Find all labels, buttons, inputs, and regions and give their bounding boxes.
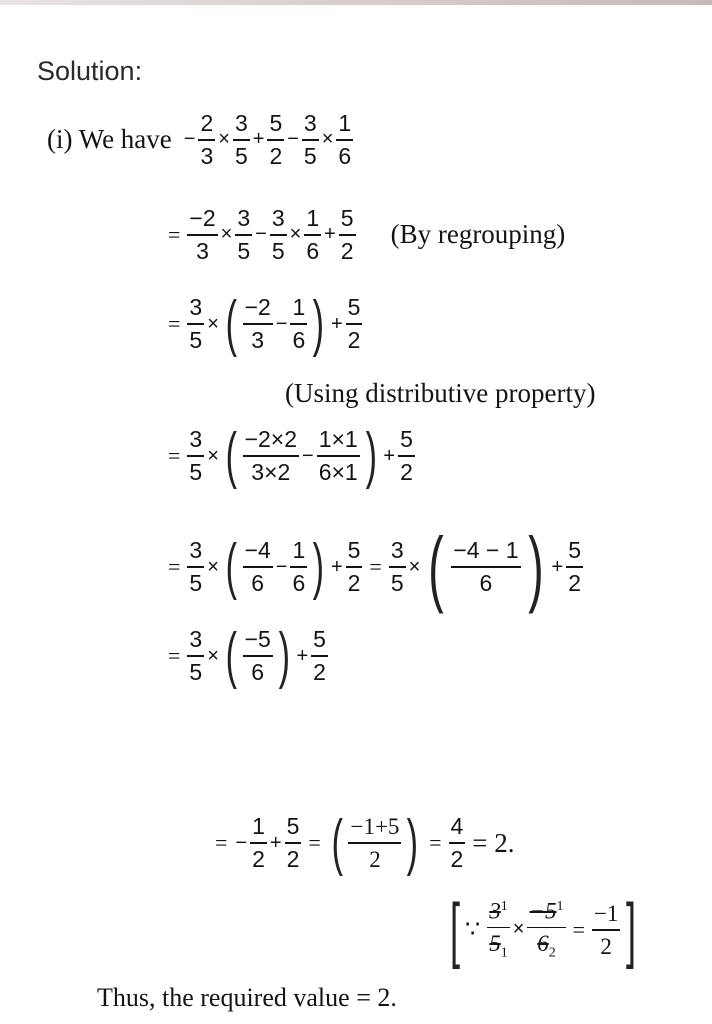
regrouping-step: = $\frac{-2}{3}$ × $\frac{3}{5}$ − $\frac{3}{5}$ × $\frac{1}{6}$ + $\frac{5}{2}$ (By regrouping) xyxy=(168,205,566,264)
fraction: $\frac{1}{6}$ xyxy=(306,205,320,264)
fraction: $\frac{3}{5}$ xyxy=(189,626,203,685)
top-bar xyxy=(0,0,712,5)
fraction: $\frac{3}{5}$ xyxy=(234,110,248,169)
fraction: $\frac{3}{5}$ xyxy=(189,426,203,485)
fraction: $\frac{-1}{2}$ xyxy=(593,901,619,959)
result-value: = 2. xyxy=(472,827,515,858)
fraction: $\frac{3}{5}$ xyxy=(189,537,203,596)
fraction: $\frac{1\times 1}{6\times 1}$ xyxy=(318,426,358,485)
common-denominator-step: = $\frac{3}{5}$ × ( $\frac{-2\times 2}{3\times 2}$ − $\frac{1\times 1}{6\times 1}$ ) + $\frac{5}{2}$ xyxy=(168,421,413,490)
fraction: $\frac{5}{2}$ xyxy=(400,426,413,485)
given-expression: (i) We have − $\frac{2}{3}$ × $\frac{3}{5}$ + $\frac{5}{2}$ − $\frac{3}{5}$ × $\frac{1}{6}$ xyxy=(47,110,352,169)
simplify-step: = $\frac{3}{5}$ × ( $\frac{-4}{6}$ − $\frac{1}{6}$ ) + $\frac{5}{2}$ = $\frac{3}{5}$ × ( $\frac{-4 - 1}{6}$ ) + $\frac{5}{2}$ xyxy=(168,520,582,614)
distributive-note: (Using distributive property) xyxy=(285,378,596,408)
fraction: $\frac{3}{5}$ xyxy=(303,110,317,169)
solution-heading: Solution: xyxy=(37,56,143,86)
regrouping-note: (By regrouping) xyxy=(390,219,566,250)
fraction: $\frac{-5}{6}$ xyxy=(244,626,271,685)
cancelled-fraction: $\frac{-5^1}{6_2}$ xyxy=(529,898,564,961)
fraction: $\frac{1}{6}$ xyxy=(292,537,306,596)
fraction: $\frac{-2\times 2}{3\times 2}$ xyxy=(244,426,298,485)
fraction: $\frac{-1+5}{2}$ xyxy=(350,814,400,872)
cancelled-fraction: $\frac{3^1}{5_1}$ xyxy=(489,898,508,961)
fraction: $\frac{3}{5}$ xyxy=(189,294,203,353)
fraction: $\frac{-4}{6}$ xyxy=(244,537,271,596)
fraction: $\frac{5}{2}$ xyxy=(340,205,354,264)
since-symbol: ∵ xyxy=(465,917,481,944)
fraction: $\frac{5}{2}$ xyxy=(286,813,300,872)
fraction: $\frac{-4 - 1}{6}$ xyxy=(453,537,519,596)
fraction: $\frac{-2}{3}$ xyxy=(189,205,216,264)
we-have-label: (i) We have xyxy=(47,124,172,155)
fraction: $\frac{3}{5}$ xyxy=(390,537,404,596)
fraction: $\frac{4}{2}$ xyxy=(450,813,464,872)
fraction: $\frac{1}{6}$ xyxy=(292,294,306,353)
fraction: $\frac{3}{5}$ xyxy=(271,205,285,264)
fraction: $\frac{5}{2}$ xyxy=(347,537,361,596)
combined-step: = $\frac{3}{5}$ × ( $\frac{-5}{6}$ ) + $\frac{5}{2}$ xyxy=(168,621,326,690)
fraction: $\frac{5}{2}$ xyxy=(568,537,582,596)
fraction: $\frac{5}{2}$ xyxy=(347,294,361,353)
fraction: $\frac{3}{5}$ xyxy=(237,205,251,264)
fraction: $\frac{5}{2}$ xyxy=(269,110,283,169)
fraction: $\frac{5}{2}$ xyxy=(313,626,326,685)
fraction: $\frac{-2}{3}$ xyxy=(244,294,271,353)
fraction: $\frac{1}{6}$ xyxy=(338,110,352,169)
fraction: $\frac{2}{3}$ xyxy=(200,110,214,169)
final-computation: = − $\frac{1}{2}$ + $\frac{5}{2}$ = ( $\frac{-1+5}{2}$ ) = $\frac{4}{2}$ = 2. xyxy=(215,808,515,877)
factor-step: = $\frac{3}{5}$ × ( $\frac{-2}{3}$ − $\frac{1}{6}$ ) + $\frac{5}{2}$ xyxy=(168,289,361,358)
conclusion-text: Thus, the required value = 2. xyxy=(97,983,397,1012)
fraction: $\frac{1}{2}$ xyxy=(252,813,265,872)
reason-bracket: [ ∵ $\frac{3^1}{5_1}$ × $\frac{-5^1}{6_2}$ = $\frac{-1}{2}$ ] xyxy=(450,889,637,970)
